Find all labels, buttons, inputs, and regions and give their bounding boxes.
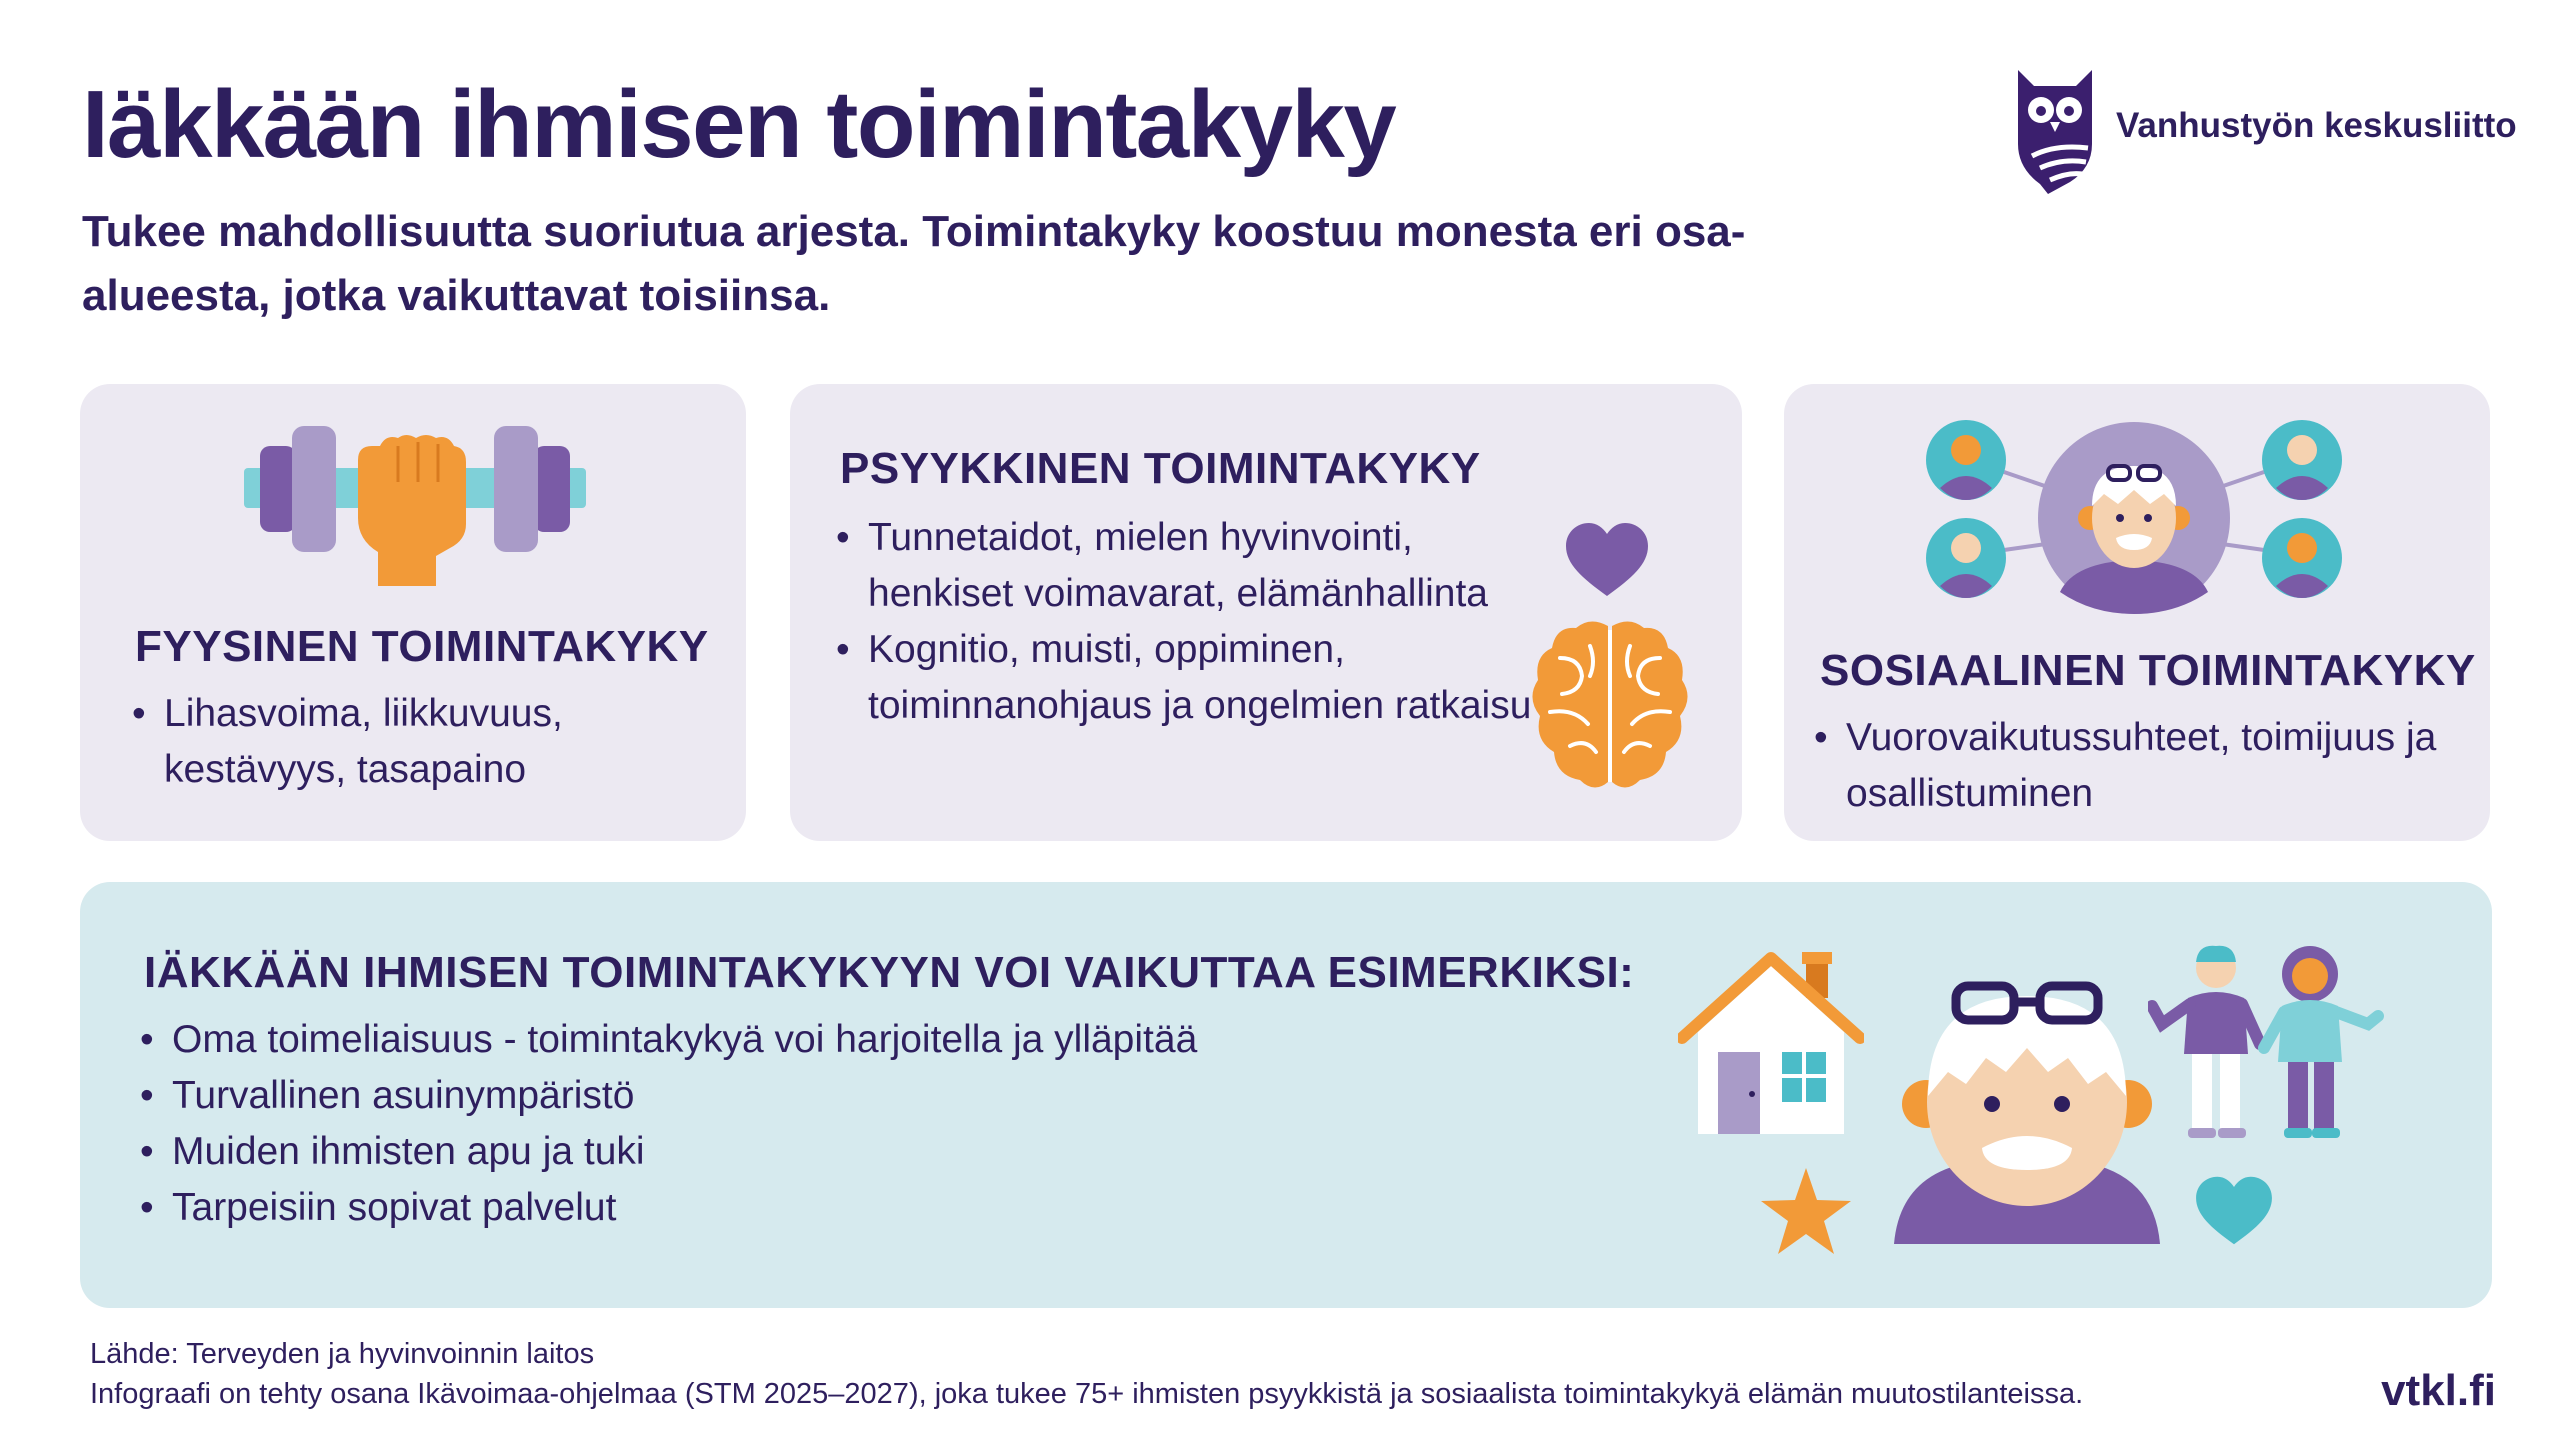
list-item: • Kognitio, muisti, oppiminen, toiminnanohjaus ja ongelmien ratkaisu (834, 622, 1554, 734)
card-social-title: SOSIAALINEN TOIMINTAKYKY (1820, 646, 2476, 695)
list-item: • Lihasvoima, liikkuvuus, kestävyys, tasapaino (130, 686, 650, 798)
footer-url-link[interactable]: vtkl.fi (2381, 1366, 2496, 1415)
social-network-icon (1924, 414, 2344, 614)
two-people-icon (2148, 944, 2384, 1144)
list-item: • Turvallinen asuinympäristö (138, 1068, 1638, 1124)
list-item: • Oma toimeliaisuus - toimintakykyä voi harjoitella ja ylläpitää (138, 1012, 1638, 1068)
logo-text: Vanhustyön keskusliitto (2116, 106, 2517, 145)
footer-note: Infograafi on tehty osana Ikävoimaa-ohjelmaa (STM 2025–2027), joka tukee 75+ ihmisten psyykkistä ja sosiaalista toimintakykyä elämän muutostilanteissa. (90, 1378, 2084, 1410)
owl-icon (2010, 64, 2100, 194)
dumbbell-icon (240, 420, 590, 590)
list-item: • Tunnetaidot, mielen hyvinvointi, henkiset voimavarat, elämänhallinta (834, 510, 1554, 622)
influence-title: IÄKKÄÄN IHMISEN TOIMINTAKYKYYN VOI VAIKUTTAA ESIMERKIKSI: (144, 948, 1635, 997)
logo[interactable] (2010, 64, 2530, 194)
card-psychological (790, 384, 1742, 841)
heart-icon (2190, 1174, 2278, 1248)
card-social-list (1812, 710, 2452, 822)
card-social (1784, 384, 2490, 841)
list-item: • Vuorovaikutussuhteet, toimijuus ja osallistuminen (1812, 710, 2452, 822)
card-physical-title: FYYSINEN TOIMINTAKYKY (135, 622, 709, 671)
page-title: Iäkkään ihmisen toimintakyky (82, 71, 1396, 178)
brain-icon (1530, 616, 1690, 794)
card-psychological-title: PSYYKKINEN TOIMINTAKYKY (840, 444, 1481, 493)
card-physical (80, 384, 746, 841)
footer-source: Lähde: Terveyden ja hyvinvoinnin laitos (90, 1338, 595, 1370)
heart-icon (1562, 520, 1652, 600)
card-psychological-list (834, 510, 1554, 734)
list-item: • Tarpeisiin sopivat palvelut (138, 1180, 1638, 1236)
card-physical-list (130, 686, 650, 798)
star-icon (1756, 1164, 1856, 1260)
influence-panel (80, 882, 2492, 1308)
list-item: • Muiden ihmisten apu ja tuki (138, 1124, 1638, 1180)
elder-avatar-icon (1892, 964, 2162, 1244)
page-subtitle: Tukee mahdollisuutta suoriutua arjesta. Toimintakyky koostuu monesta eri osa-alueesta, jotka vaikuttavat toisiinsa. (82, 207, 1746, 320)
house-icon (1678, 948, 1864, 1138)
influence-list (138, 1012, 1638, 1236)
